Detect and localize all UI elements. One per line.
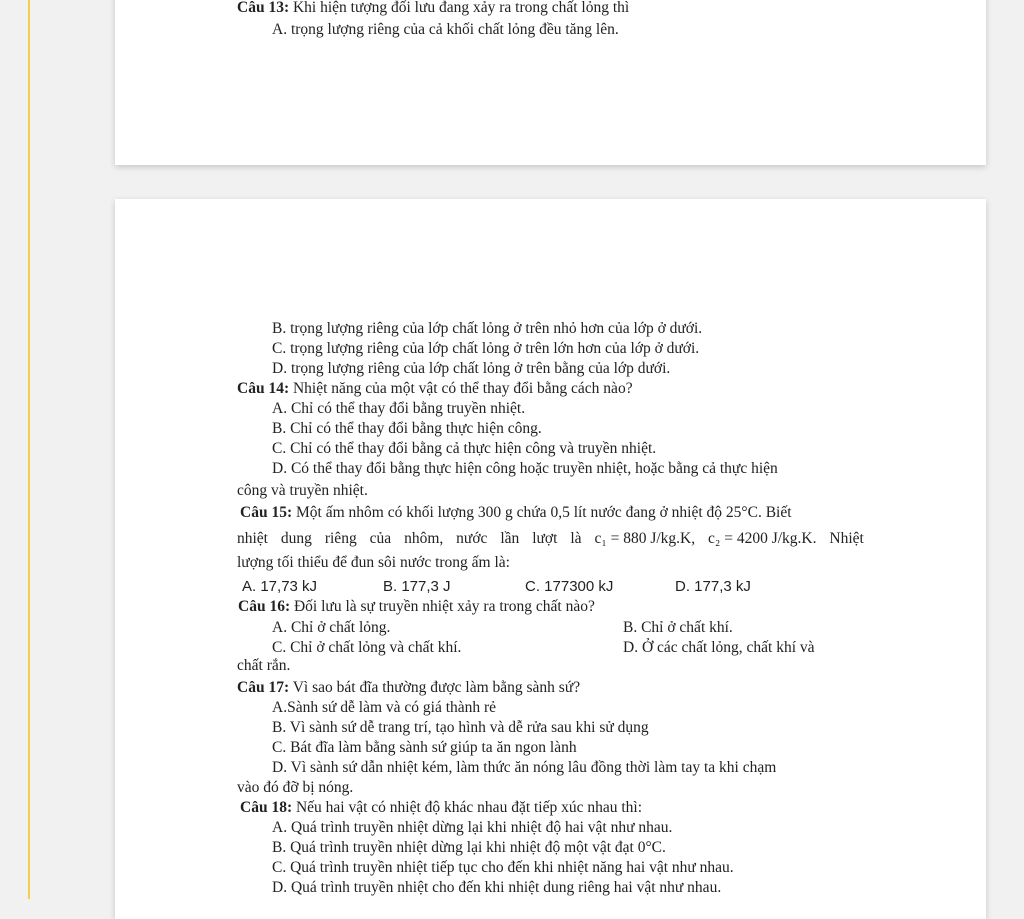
q13-option-d: D. trọng lượng riêng của lớp chất lỏng ở trên bằng của lớp dưới. bbox=[272, 360, 671, 377]
question-16-text: Đối lưu là sự truyền nhiệt xảy ra trong chất nào? bbox=[293, 598, 595, 615]
question-14-number: Câu 14: bbox=[237, 380, 290, 397]
question-18-number: Câu 18: bbox=[240, 799, 293, 816]
q15-option-d: D. 177,3 kJ bbox=[675, 578, 751, 595]
q14-option-d: D. Có thể thay đổi bằng thực hiện công hoặc truyền nhiệt, hoặc bằng cả thực hiện bbox=[272, 460, 778, 477]
question-18-text: Nếu hai vật có nhiệt độ khác nhau đặt tiếp xúc nhau thì: bbox=[295, 799, 643, 816]
q14-option-b: B. Chỉ có thể thay đổi bằng thực hiện công. bbox=[272, 420, 542, 437]
q15-word: riêng bbox=[324, 530, 357, 547]
q16-option-d: D. Ở các chất lỏng, chất khí và bbox=[623, 639, 815, 656]
q15-word: nước bbox=[456, 530, 488, 547]
q17-option-a: A.Sành sứ dễ làm và có giá thành rẻ bbox=[272, 699, 497, 716]
question-13-number: Câu 13: bbox=[237, 0, 290, 16]
q15-word: lần bbox=[500, 530, 520, 547]
q15-word: nhiệt bbox=[237, 530, 268, 547]
q18-option-d: D. Quá trình truyền nhiệt cho đến khi nhiệt dung riêng hai vật như nhau. bbox=[272, 879, 722, 896]
q15-option-c: C. 177300 kJ bbox=[525, 578, 614, 595]
q15-option-b: B. 177,3 J bbox=[383, 578, 451, 595]
q15-word: Nhiệt bbox=[829, 530, 864, 547]
q15-option-a: A. 17,73 kJ bbox=[242, 578, 318, 595]
q14-option-c: C. Chỉ có thể thay đổi bằng cả thực hiện công và truyền nhiệt. bbox=[272, 440, 657, 457]
question-13-text: Khi hiện tượng đối lưu đang xảy ra trong chất lỏng thì bbox=[292, 0, 630, 16]
question-16 bbox=[238, 598, 595, 616]
q18-option-b: B. Quá trình truyền nhiệt dừng lại khi nhiệt độ một vật đạt 0°C. bbox=[272, 839, 666, 856]
q15-word: lượt bbox=[532, 530, 558, 547]
q15-specific-heat-aluminium: c₁ = 880 J/kg.K, bbox=[594, 530, 696, 547]
q15-specific-heat-water: c₂ = 4200 J/kg.K. bbox=[708, 530, 817, 547]
q16-option-d-continued: chất rắn. bbox=[237, 657, 291, 674]
question-16-number: Câu 16: bbox=[238, 598, 291, 615]
document-page-2 bbox=[115, 199, 986, 919]
question-14-text: Nhiệt năng của một vật có thể thay đổi bằng cách nào? bbox=[292, 380, 633, 397]
q16-option-b: B. Chỉ ở chất khí. bbox=[623, 619, 733, 636]
q18-option-c: C. Quá trình truyền nhiệt tiếp tục cho đến khi nhiệt năng hai vật như nhau. bbox=[272, 859, 734, 876]
q17-option-b: B. Vì sành sứ dễ trang trí, tạo hình và dễ rửa sau khi sử dụng bbox=[272, 719, 649, 736]
q17-option-d: D. Vì sành sứ dẫn nhiệt kém, làm thức ăn nóng lâu đồng thời làm tay ta khi chạm bbox=[272, 759, 777, 776]
q17-option-c: C. Bát đĩa làm bằng sành sứ giúp ta ăn ngon lành bbox=[272, 739, 577, 756]
question-17 bbox=[237, 679, 580, 697]
question-15-line-3: lượng tối thiểu để đun sôi nước trong ấm là: bbox=[237, 554, 510, 571]
q15-word: của bbox=[369, 530, 392, 547]
q18-option-a: A. Quá trình truyền nhiệt dừng lại khi nhiệt độ hai vật như nhau. bbox=[272, 819, 673, 836]
question-15 bbox=[240, 504, 792, 522]
q16-option-a: A. Chỉ ở chất lỏng. bbox=[272, 619, 391, 636]
q14-option-a: A. Chỉ có thể thay đổi bằng truyền nhiệt. bbox=[272, 400, 526, 417]
q15-word: là bbox=[570, 530, 582, 547]
q13-option-b: B. trọng lượng riêng của lớp chất lỏng ở trên nhỏ hơn của lớp ở dưới. bbox=[272, 320, 703, 337]
question-18 bbox=[240, 799, 642, 817]
question-15-number: Câu 15: bbox=[240, 504, 293, 521]
question-17-number: Câu 17: bbox=[237, 679, 290, 696]
question-15-line-2 bbox=[237, 530, 864, 548]
q17-option-d-continued: vào đó đỡ bị nóng. bbox=[237, 779, 354, 796]
question-15-text: Một ấm nhôm có khối lượng 300 g chứa 0,5 lít nước đang ở nhiệt độ 25°C. Biết bbox=[295, 504, 792, 521]
question-17-text: Vì sao bát đĩa thường được làm bằng sành sứ? bbox=[292, 679, 581, 696]
question-13 bbox=[237, 0, 629, 17]
q15-word: dung bbox=[280, 530, 312, 547]
q14-option-d-continued: công và truyền nhiệt. bbox=[237, 482, 368, 499]
q13-option-a: A. trọng lượng riêng của cả khối chất lỏng đều tăng lên. bbox=[272, 21, 619, 38]
q13-option-c: C. trọng lượng riêng của lớp chất lỏng ở trên lớn hơn của lớp ở dưới. bbox=[272, 340, 700, 357]
document-page-1 bbox=[115, 0, 986, 165]
question-14 bbox=[237, 380, 633, 398]
q16-option-c: C. Chỉ ở chất lỏng và chất khí. bbox=[272, 639, 462, 656]
left-margin-rule bbox=[28, 0, 30, 899]
q15-word: nhôm, bbox=[404, 530, 444, 547]
